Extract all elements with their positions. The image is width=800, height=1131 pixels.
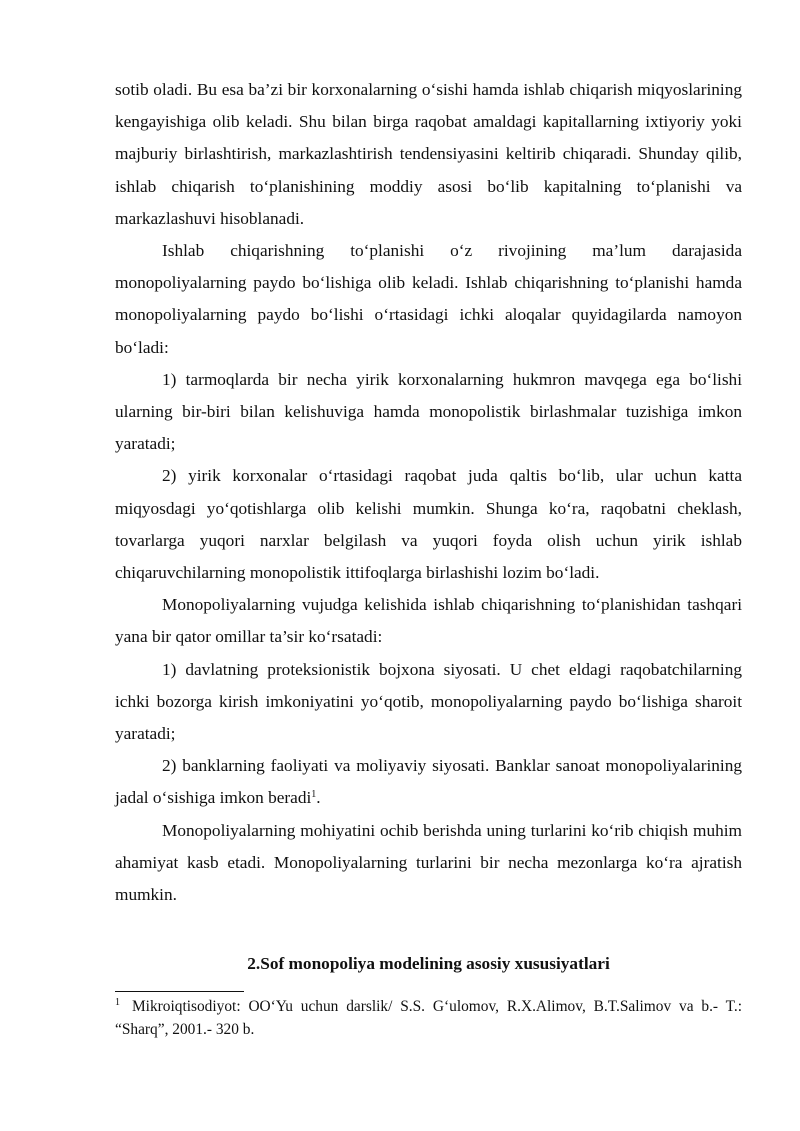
list-item: 2) yirik korxonalar o‘rtasidagi raqobat juda qaltis bo‘lib, ular uchun katta miqyosdagi yo‘qotishlarga olib kelishi mumkin. Shunga ko‘ra, raqobatni cheklash, tovarlarga yuqori narxlar belgilash va yuqori foyda olish uchun yirik ishlab chiqaruvchilarning monopolistik ittifoqlarga birlashishi lozim bo‘ladi.: [115, 466, 742, 583]
list-item: [115, 750, 742, 814]
footnote-reference[interactable]: 1: [311, 789, 317, 801]
paragraph-continuation: sotib oladi. Bu esa ba’zi bir korxonalarning o‘sishi hamda ishlab chiqarish miqyoslarining kengayishiga olib keladi. Shu bilan birga raqobat amaldagi kapitallarning ixtiyoriy yoki majburiy birlashtirish, markazlashtirish tendensiyasini keltirib chiqaradi. Shunday qilib, ishlab chiqarish to‘planishining moddiy asosi bo‘lib kapitalning to‘planishi va markazlashuvi hisoblanadi.: [115, 80, 742, 228]
paragraph: Monopoliyalarning mohiyatini ochib berishda uning turlarini ko‘rib chiqish muhim ahamiyat kasb etadi. Monopoliyalarning turlarini bir necha mezonlarga ko‘ra ajratish mumkin.: [115, 820, 742, 905]
paragraph: Ishlab chiqarishning to‘planishi o‘z rivojining ma’lum darajasida monopoliyalarning paydo bo‘lishiga olib keladi. Ishlab chiqarishning to‘planishi hamda monopoliyalarning paydo bo‘lishi o‘rtasidagi ichki aloqalar quyidagilarda namoyon bo‘ladi:: [115, 241, 742, 357]
footnote: [115, 995, 742, 1041]
body-text: [115, 74, 742, 911]
footnote-number: 1: [115, 997, 120, 1008]
sentence-end: .: [316, 788, 321, 808]
paragraph: Monopoliyalarning vujudga kelishida ishlab chiqarishning to‘planishidan tashqari yana bir qator omillar ta’sir ko‘rsatadi:: [115, 595, 742, 647]
list-item-text: 2) banklarning faoliyati va moliyaviy siyosati. Banklar sanoat monopoliyalarining jadal o‘sishiga imkon beradi: [115, 756, 742, 808]
list-item: 1) tarmoqlarda bir necha yirik korxonalarning hukmron mavqega ega bo‘lishi ularning bir-biri bilan kelishuviga hamda monopolistik birlashmalar tuzishiga imkon yaratadi;: [115, 369, 742, 454]
list-item: 1) davlatning proteksionistik bojxona siyosati. U chet eldagi raqobatchilarning ichki bozorga kirish imkoniyatini yo‘qotib, monopoliyalarning paydo bo‘lishiga sharoit yaratadi;: [115, 659, 742, 744]
footnote-text: Mikroiqtisodiyot: OO‘Yu uchun darslik/ S.S. G‘ulomov, R.X.Alimov, B.T.Salimov va b.- T.: “Sharq”, 2001.- 320 b.: [115, 998, 742, 1038]
section-heading: 2.Sof monopoliya modelining asosiy xususiyatlari: [247, 954, 610, 973]
footnote-separator: [115, 991, 244, 992]
